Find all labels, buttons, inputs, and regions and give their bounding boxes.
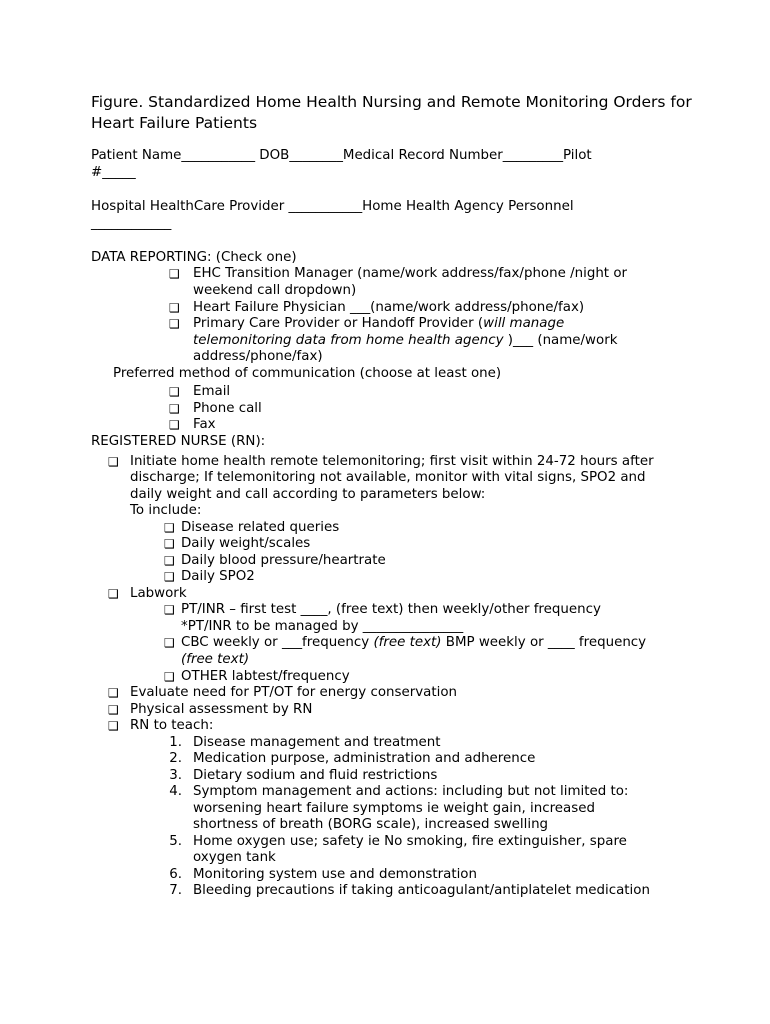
- teach-item-dietary: Dietary sodium and fluid restrictions: [193, 768, 438, 783]
- checkbox-icon[interactable]: ❑: [164, 537, 175, 551]
- lab-cbc-bmp: [181, 635, 646, 652]
- teach-number: 2.: [169, 751, 182, 766]
- teach-item-monitoring: Monitoring system use and demonstration: [193, 867, 477, 882]
- teach-number: 4.: [169, 784, 182, 799]
- provider-line: Hospital HealthCare Provider ___________Home Health Agency Personnel: [91, 199, 574, 214]
- checkbox-icon[interactable]: ❑: [169, 301, 180, 315]
- teach-item-symptom-cont: worsening heart failure symptoms ie weight gain, increased: [193, 801, 595, 816]
- rn-to-teach: RN to teach:: [130, 718, 214, 733]
- include-blood-pressure: Daily blood pressure/heartrate: [181, 553, 386, 568]
- checkbox-icon[interactable]: ❑: [108, 719, 119, 733]
- checkbox-icon[interactable]: ❑: [164, 636, 175, 650]
- lab-pt-inr-managed: *PT/INR to be managed by _______________: [181, 619, 464, 634]
- teach-item-symptom-cont-2: shortness of breath (BORG scale), increased swelling: [193, 817, 549, 832]
- pref-fax: Fax: [193, 417, 216, 432]
- labwork-label: Labwork: [130, 586, 187, 601]
- figure-title: Figure. Standardized Home Health Nursing and Remote Monitoring Orders for Heart Failure Patients: [91, 93, 692, 132]
- checkbox-icon[interactable]: ❑: [108, 703, 119, 717]
- teach-number: 1.: [169, 735, 182, 750]
- rn-initiate-monitoring-cont-2: daily weight and call according to parameters below:: [130, 487, 486, 502]
- checkbox-icon[interactable]: ❑: [169, 402, 180, 416]
- checkbox-icon[interactable]: ❑: [108, 455, 119, 469]
- pref-phone-call: Phone call: [193, 401, 262, 416]
- include-daily-weight: Daily weight/scales: [181, 536, 311, 551]
- checkbox-icon[interactable]: ❑: [164, 521, 175, 535]
- lab-text: BMP weekly or ____ frequency: [441, 635, 647, 650]
- checkbox-icon[interactable]: ❑: [108, 587, 119, 601]
- data-reporting-heading: DATA REPORTING: (Check one): [91, 250, 297, 265]
- checkbox-icon[interactable]: ❑: [169, 267, 180, 281]
- to-include-label: To include:: [130, 503, 202, 518]
- checkbox-icon[interactable]: ❑: [169, 317, 180, 331]
- lab-other: OTHER labtest/frequency: [181, 669, 350, 684]
- teach-item-oxygen: Home oxygen use; safety ie No smoking, fire extinguisher, spare: [193, 834, 627, 849]
- lab-cbc-bmp-cont: (free text): [181, 652, 250, 667]
- teach-number: 3.: [169, 768, 182, 783]
- teach-number: 6.: [169, 867, 182, 882]
- checkbox-icon[interactable]: ❑: [169, 385, 180, 399]
- preferred-method-heading: Preferred method of communication (choose at least one): [113, 366, 502, 381]
- lab-pt-inr: PT/INR – first test ____, (free text) then weekly/other frequency: [181, 602, 601, 617]
- checkbox-icon[interactable]: ❑: [164, 554, 175, 568]
- checkbox-icon[interactable]: ❑: [108, 686, 119, 700]
- teach-item-oxygen-cont: oxygen tank: [193, 850, 276, 865]
- teach-number: 5.: [169, 834, 182, 849]
- lab-text-italic: (free text): [373, 635, 442, 650]
- teach-item-disease-management: Disease management and treatment: [193, 735, 441, 750]
- pref-email: Email: [193, 384, 231, 399]
- teach-item-symptom: Symptom management and actions: including but not limited to:: [193, 784, 629, 799]
- checkbox-icon[interactable]: ❑: [164, 603, 175, 617]
- option-primary-care-provider-cont-2: address/phone/fax): [193, 349, 323, 364]
- checkbox-icon[interactable]: ❑: [164, 670, 175, 684]
- include-disease-queries: Disease related queries: [181, 520, 340, 535]
- teach-item-bleeding: Bleeding precautions if taking anticoagulant/antiplatelet medication: [193, 883, 650, 898]
- lab-text: CBC weekly or ___frequency: [181, 635, 374, 650]
- option-primary-care-provider: [193, 316, 564, 333]
- option-primary-care-provider-cont: [193, 333, 617, 350]
- option-text: )___ (name/work: [503, 333, 618, 348]
- option-text: Primary Care Provider or Handoff Provider (: [193, 316, 484, 331]
- patient-info-line-2: #_____: [91, 165, 136, 180]
- teach-number: 7.: [169, 883, 182, 898]
- patient-info-line: Patient Name___________ DOB________Medical Record Number_________Pilot: [91, 148, 592, 163]
- rn-initiate-monitoring-cont: discharge; If telemonitoring not available, monitor with vital signs, SPO2 and: [130, 470, 646, 485]
- option-heart-failure-physician: Heart Failure Physician ___(name/work address/phone/fax): [193, 300, 585, 315]
- rn-initiate-monitoring: Initiate home health remote telemonitoring; first visit within 24-72 hours after: [130, 454, 654, 469]
- teach-item-medication: Medication purpose, administration and adherence: [193, 751, 536, 766]
- rn-physical-assessment: Physical assessment by RN: [130, 702, 313, 717]
- option-ehc-transition-manager-cont: weekend call dropdown): [193, 283, 357, 298]
- option-text-italic: will manage: [483, 316, 565, 331]
- include-spo2: Daily SPO2: [181, 569, 255, 584]
- checkbox-icon[interactable]: ❑: [164, 570, 175, 584]
- option-ehc-transition-manager: EHC Transition Manager (name/work address/fax/phone /night or: [193, 266, 628, 281]
- provider-line-2: ____________: [91, 216, 172, 231]
- checkbox-icon[interactable]: ❑: [169, 418, 180, 432]
- option-text-italic: telemonitoring data from home health agency: [193, 333, 504, 348]
- rn-evaluate-ptot: Evaluate need for PT/OT for energy conservation: [130, 685, 458, 700]
- rn-heading: REGISTERED NURSE (RN):: [91, 434, 266, 449]
